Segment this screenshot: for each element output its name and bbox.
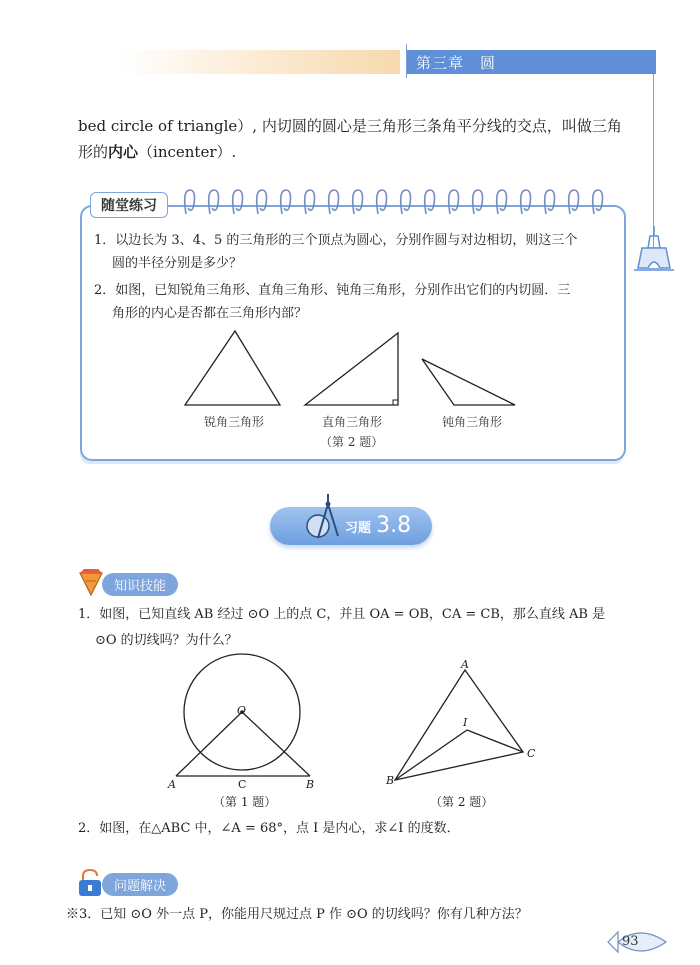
fig1-label-B: B: [306, 778, 315, 791]
practice-q2-line1: 2．如图，已知锐角三角形、直角三角形、钝角三角形，分别作出它们的内切圆．三: [94, 283, 571, 298]
acute-triangle: [185, 331, 280, 405]
fig2-label-B: B: [386, 774, 395, 787]
fig1-label-A: A: [168, 778, 176, 791]
page-number: 93: [622, 934, 639, 949]
tower-icon: [634, 226, 674, 274]
exercise-heading: [345, 513, 411, 538]
figure-1-circle-tangent: [160, 652, 340, 792]
spiral-binding-icon: [180, 186, 620, 218]
page-ornament-icon: [604, 926, 674, 958]
caption-obtuse: 钝角三角形: [442, 415, 503, 429]
section-problem-solving: 问题解决: [102, 873, 178, 896]
practice-figure-caption: （第 2 题）: [320, 435, 384, 449]
header-gradient: [120, 50, 400, 74]
fig2-label-C: C: [527, 747, 536, 760]
exercise-number: 3.8: [376, 513, 412, 538]
exercise-label: 习题: [345, 521, 372, 536]
fig1-label-C: C: [238, 778, 247, 791]
practice-q2-line2: 角形的内心是否都在三角形内部？: [112, 306, 308, 321]
fig2-label-I: I: [463, 716, 468, 729]
intro-line-1: bed circle of triangle）, 内切圆的圆心是三角形三条角平分线的交点，叫做三角: [78, 117, 622, 135]
practice-q1-line1: 1．以边长为 3、4、5 的三角形的三个顶点为圆心，分别作圆与对边相切，则这三个: [94, 233, 578, 248]
intro-line-2: [78, 138, 648, 166]
intro-suffix: （incenter）.: [138, 143, 237, 161]
intro-prefix: 形的: [78, 143, 109, 161]
exercise-1-line1: 1．如图，已知直线 AB 经过 ⊙O 上的点 C，并且 OA = OB，CA = CB，那么直线 AB 是: [78, 607, 606, 622]
section-knowledge-skills: 知识技能: [102, 573, 178, 596]
exercise-3: ※3．已知 ⊙O 外一点 P，你能用尺规过点 P 作 ⊙O 的切线吗？你有几种方法？: [66, 907, 528, 922]
right-angle-mark: [393, 400, 398, 405]
caption-right: 直角三角形: [322, 415, 383, 429]
practice-box: [80, 205, 626, 461]
exercise-1-line2: ⊙O 的切线吗？为什么？: [95, 633, 238, 648]
header-divider: [406, 44, 407, 78]
compass-icon: [296, 492, 344, 544]
figure-1-caption: （第 1 题）: [213, 795, 277, 809]
fig2-label-A: A: [461, 658, 469, 671]
obtuse-triangle: [422, 359, 515, 405]
practice-q1-line2: 圆的半径分别是多少？: [112, 256, 243, 271]
figure-2-caption: （第 2 题）: [430, 795, 494, 809]
exercise-2: 2．如图，在△ABC 中，∠A = 68°，点 I 是内心，求∠I 的度数．: [78, 821, 460, 836]
lock-icon: [76, 868, 104, 898]
caption-acute: 锐角三角形: [204, 415, 265, 429]
right-triangle: [305, 333, 398, 405]
fig1-label-O: O: [237, 704, 247, 717]
incenter-term: 内心: [108, 143, 139, 161]
practice-title: 随堂练习: [90, 192, 168, 218]
chapter-title: 第三章 圆: [416, 54, 497, 72]
